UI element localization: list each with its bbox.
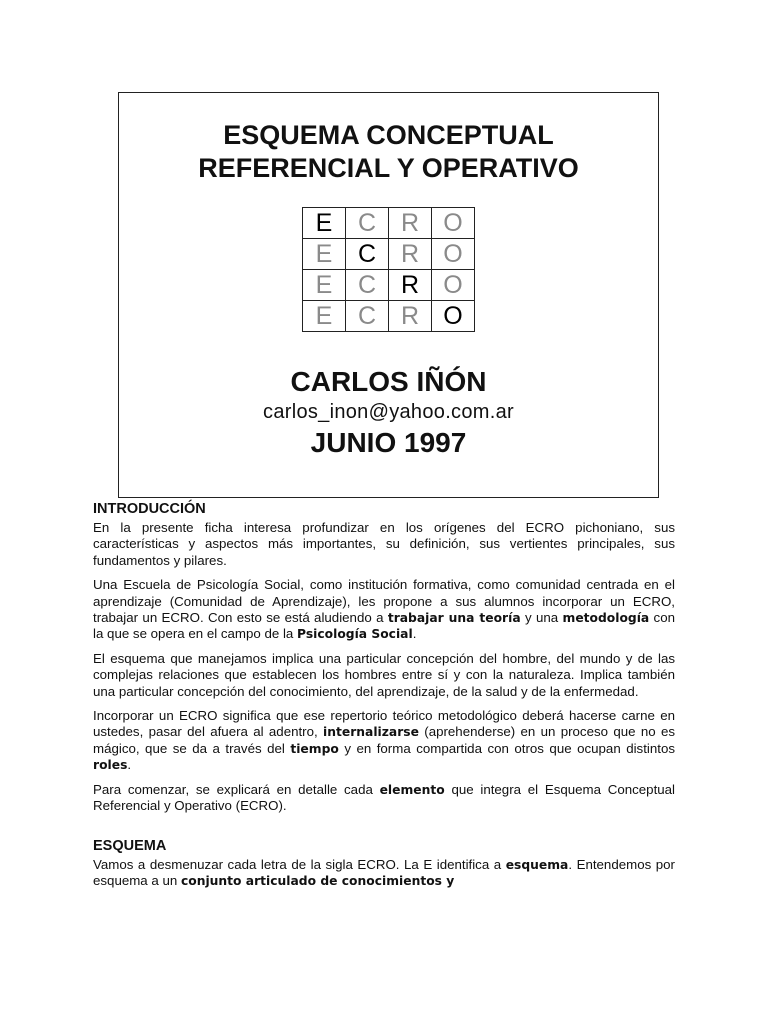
grid-cell: E: [303, 301, 346, 332]
text-span: Vamos a desmenuzar cada letra de la sigla ECRO. La E identifica a: [93, 856, 506, 872]
author-name: CARLOS IÑÓN: [290, 366, 487, 397]
author-email: carlos_inon@yahoo.com.ar: [263, 401, 514, 423]
grid-row: [303, 208, 475, 239]
bold-term: esquema: [505, 857, 569, 872]
paragraph: El esquema que manejamos implica una particular concepción del hombre, del mundo y de las complejas relaciones que establecen los hombres entre sí y con la naturaleza. Implica también una particular concepción del conocimiento, del aprendizaje, de la salud y de la enfermedad.: [93, 650, 675, 699]
bold-term: tiempo: [290, 741, 339, 756]
grid-cell: R: [389, 270, 432, 301]
text-span: que integra el Esquema Conceptual Referencial y Operativo (ECRO).: [93, 781, 676, 814]
title-line-2: REFERENCIAL Y OPERATIVO: [198, 153, 579, 183]
grid-cell: C: [346, 301, 389, 332]
text-span: .: [412, 626, 417, 642]
bold-term: elemento: [379, 782, 445, 797]
title-line-1: ESQUEMA CONCEPTUAL: [223, 120, 554, 150]
document-body: [93, 500, 675, 897]
text-span: con la que se opera en el campo de la: [93, 610, 675, 642]
grid-cell: R: [389, 301, 432, 332]
text-span: (aprehenderse) en un proceso que no es mágico, que se da a través del: [93, 724, 675, 756]
grid-cell: E: [303, 208, 346, 239]
text-span: y una: [520, 610, 563, 626]
text-span: y en forma compartida con otros que ocupan distintos: [338, 740, 675, 756]
bold-term: conjunto articulado de conocimientos y: [180, 873, 455, 888]
document-date: JUNIO 1997: [310, 427, 467, 458]
paragraph: [93, 782, 675, 815]
grid-cell: O: [432, 301, 475, 332]
grid-cell: O: [432, 208, 475, 239]
bold-term: Psicología Social: [297, 627, 413, 642]
grid-cell: C: [346, 208, 389, 239]
bold-term: metodología: [562, 611, 650, 626]
grid-cell: R: [389, 208, 432, 239]
grid-cell: E: [303, 270, 346, 301]
text-span: .: [127, 757, 132, 773]
paragraph: [93, 708, 675, 774]
grid-cell: C: [346, 239, 389, 270]
paragraph: [93, 577, 675, 643]
text-span: . Entendemos por esquema a un: [93, 856, 675, 888]
document-title: [119, 119, 658, 185]
section-heading-introduccion: INTRODUCCIÓN: [93, 501, 206, 517]
grid-cell: R: [389, 239, 432, 270]
cover-box: [118, 92, 659, 498]
bold-term: trabajar una teoría: [387, 611, 521, 626]
section-heading-esquema: ESQUEMA: [93, 837, 167, 854]
grid-row: [303, 239, 475, 270]
paragraph: [93, 857, 675, 890]
grid-row: [303, 301, 475, 332]
bold-term: roles: [93, 758, 128, 773]
text-span: Una Escuela de Psicología Social, como institución formativa, como comunidad centrada en el aprendizaje (Comunidad de Aprendizaje), les propone a sus alumnos incorporar un ECRO, trabajar un ECRO. Con esto se está aludiendo a: [93, 577, 675, 626]
paragraph: En la presente ficha interesa profundizar en los orígenes del ECRO pichoniano, sus características y aspectos más importantes, su definición, sus vertientes principales, sus fundamentos y pilares.: [93, 520, 675, 568]
grid-cell: O: [432, 270, 475, 301]
ecro-letter-grid: [302, 207, 475, 332]
grid-cell: E: [303, 239, 346, 270]
text-span: Incorporar un ECRO significa que ese repertorio teórico metodológico deberá hacerse carne en ustedes, pasar del afuera al adentro,: [93, 708, 675, 740]
grid-row: [303, 270, 475, 301]
text-span: Para comenzar, se explicará en detalle cada: [93, 781, 380, 797]
grid-cell: C: [346, 270, 389, 301]
bold-term: internalizarse: [323, 725, 419, 740]
grid-cell: O: [432, 239, 475, 270]
